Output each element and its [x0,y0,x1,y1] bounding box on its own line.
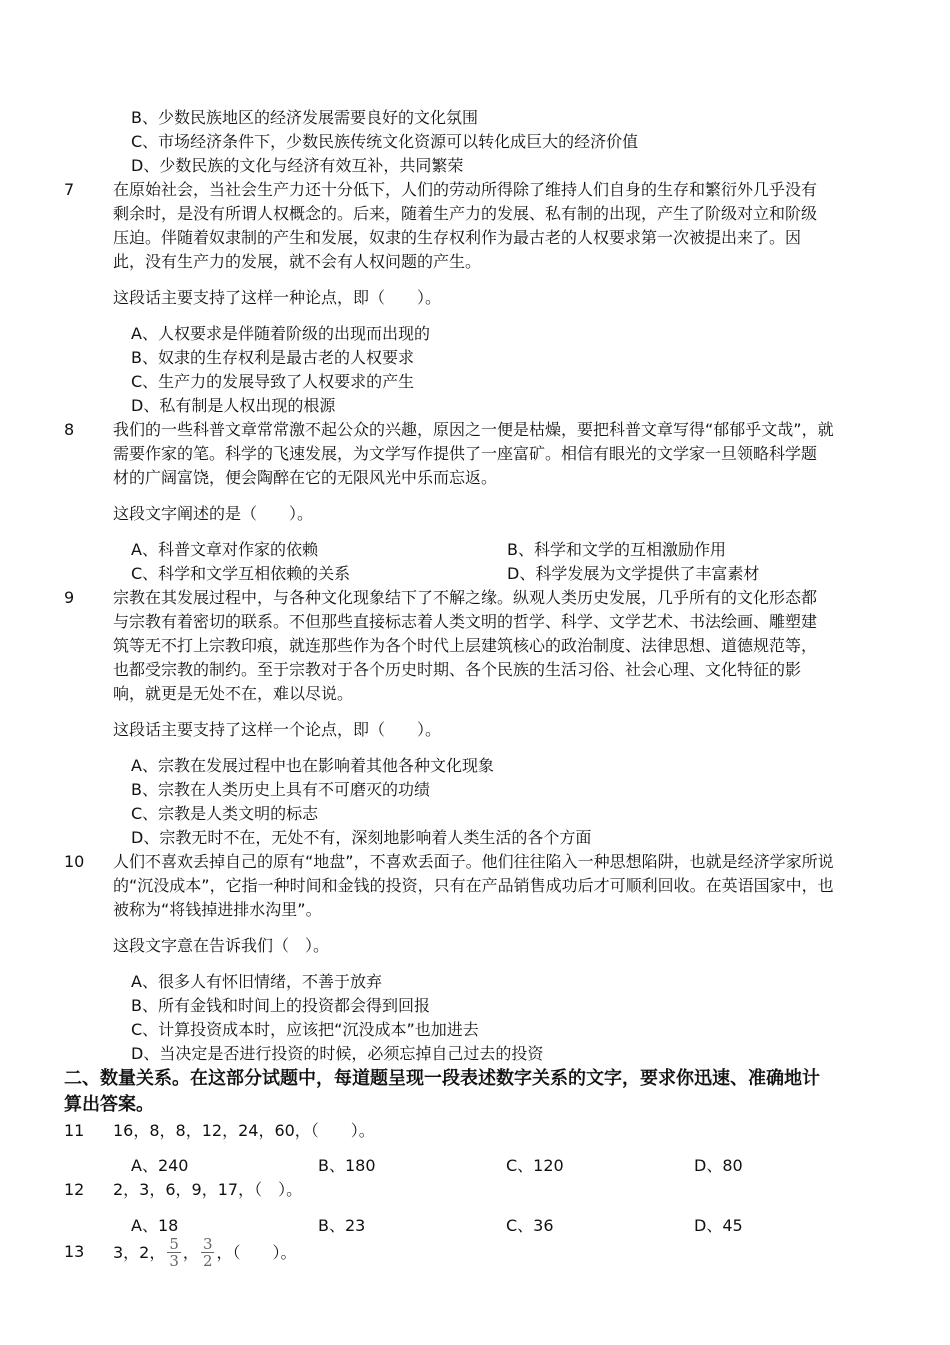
q13-stem-start: 3，2， [113,1242,166,1262]
section-heading-line: 二、数量关系。在这部分试题中，每道题呈现一段表述数字关系的文字，要求你迅速、准确地计 [64,1068,820,1089]
fraction-numerator: 5 [169,1235,179,1253]
q7-option-b: B、奴隶的生存权利是最古老的人权要求 [131,348,414,367]
q11-option-b: B、180 [318,1156,376,1175]
q9-number: 9 [64,588,75,607]
q6-option-c: C、市场经济条件下，少数民族传统文化资源可以转化成巨大的经济价值 [131,132,639,151]
q8-option-a: A、科普文章对作家的依赖 [131,540,318,559]
q9-line: 宗教在其发展过程中，与各种文化现象结下了不解之缘。纵观人类历史发展，几乎所有的文化形态都 [113,588,818,607]
q7-line: 在原始社会，当社会生产力还十分低下，人们的劳动所得除了维持人们自身的生存和繁衍外几乎没有 [113,180,818,199]
q8-line: 需要作家的笔。科学的飞速发展，为文学写作提供了一座富矿。相信有眼光的文学家一旦领略科学题 [113,444,818,463]
q7-option-d: D、私有制是人权出现的根源 [131,396,336,415]
q13-separator: ， [182,1242,199,1262]
q8-option-b: B、科学和文学的互相激励作用 [507,540,726,559]
q11-option-c: C、120 [506,1156,564,1175]
q9-stem: 这段话主要支持了这样一个论点，即（ ）。 [113,720,442,739]
q12-option-d: D、45 [694,1216,743,1235]
q9-line: 筑等无不打上宗教印痕，就连那些作为各个时代上层建筑核心的政治制度、法律思想、道德规范等， [113,636,818,655]
section-heading-line: 算出答案。 [64,1094,154,1115]
q11-option-d: D、80 [694,1156,743,1175]
q7-line: 剩余时，是没有所谓人权概念的。后来，随着生产力的发展、私有制的出现，产生了阶级对立和阶级 [113,204,818,223]
q7-number: 7 [64,180,75,199]
section-heading [64,1066,884,1118]
q13-stem-end: ，（ ）。 [216,1242,297,1262]
q7-line: 此，没有生产力的发展，就不会有人权问题的产生。 [113,252,482,271]
q13-stem [113,1236,297,1269]
q12-option-a: A、18 [131,1216,179,1235]
q10-option-b: B、所有金钱和时间上的投资都会得到回报 [131,996,430,1015]
q9-option-d: D、宗教无时不在，无处不有，深刻地影响着人类生活的各个方面 [131,828,592,847]
q12-option-b: B、23 [318,1216,366,1235]
q7-option-c: C、生产力的发展导致了人权要求的产生 [131,372,415,391]
q9-line: 响，就更是无处不在，难以尽说。 [113,684,354,703]
q8-option-d: D、科学发展为文学提供了丰富素材 [507,564,760,583]
q10-option-c: C、计算投资成本时，应该把“沉没成本”也加进去 [131,1020,479,1039]
q8-line: 我们的一些科普文章常常激不起公众的兴趣，原因之一便是枯燥，要把科普文章写得“郁郁乎文哉”，就 [113,420,834,439]
q6-option-d: D、少数民族的文化与经济有效互补，共同繁荣 [131,156,464,175]
q9-option-b: B、宗教在人类历史上具有不可磨灭的功绩 [131,780,430,799]
q12-number: 12 [64,1180,85,1199]
q12-option-c: C、36 [506,1216,554,1235]
q6-option-b: B、少数民族地区的经济发展需要良好的文化氛围 [131,108,478,127]
q10-option-d: D、当决定是否进行投资的时候，必须忘掉自己过去的投资 [131,1044,544,1063]
q8-passage [113,418,865,490]
fraction-numerator: 3 [202,1235,213,1253]
q7-passage [113,178,865,274]
q13-fraction-2 [201,1236,215,1269]
q9-option-c: C、宗教是人类文明的标志 [131,804,319,823]
q13-number: 13 [64,1242,85,1261]
fraction-denominator: 2 [202,1252,213,1270]
q11-stem: 16，8，8，12，24，60，（ ）。 [113,1121,375,1140]
q8-number: 8 [64,420,75,439]
q7-line: 压迫。伴随着奴隶制的产生和发展，奴隶的生存权利作为最古老的人权要求第一次被提出来了。因 [113,228,802,247]
q9-passage [113,586,865,706]
q10-option-a: A、很多人有怀旧情绪，不善于放弃 [131,972,382,991]
q8-option-c: C、科学和文学互相依赖的关系 [131,564,351,583]
q9-option-a: A、宗教在发展过程中也在影响着其他各种文化现象 [131,756,494,775]
q10-stem: 这段文字意在告诉我们（ ）。 [113,936,330,955]
q13-fraction-1 [167,1236,181,1269]
q7-option-a: A、人权要求是伴随着阶级的出现而出现的 [131,324,430,343]
q10-line: 的“沉没成本”，它指一种时间和金钱的投资，只有在产品销售成功后才可顺利回收。在英语国家中，也 [113,876,834,895]
q9-line: 与宗教有着密切的联系。不但那些直接标志着人类文明的哲学、科学、文学艺术、书法绘画、雕塑建 [113,612,818,631]
q9-line: 也都受宗教的制约。至于宗教对于各个历史时期、各个民族的生活习俗、社会心理、文化特征的影 [113,660,802,679]
q8-stem: 这段文字阐述的是（ ）。 [113,504,314,523]
q10-number: 10 [64,852,85,871]
q11-option-a: A、240 [131,1156,189,1175]
q10-line: 人们不喜欢丢掉自己的原有“地盘”，不喜欢丢面子。他们往往陷入一种思想陷阱，也就是经济学家所说 [113,852,834,871]
q10-line: 被称为“将钱掉进排水沟里”。 [113,900,322,919]
q12-stem: 2，3，6，9，17，（ ）。 [113,1180,303,1199]
q7-stem: 这段话主要支持了这样一种论点，即（ ）。 [113,288,442,307]
q10-passage [113,850,865,922]
fraction-denominator: 3 [169,1252,179,1270]
q8-line: 材的广阔富饶，便会陶醉在它的无限风光中乐而忘返。 [113,468,498,487]
q11-number: 11 [64,1121,85,1140]
